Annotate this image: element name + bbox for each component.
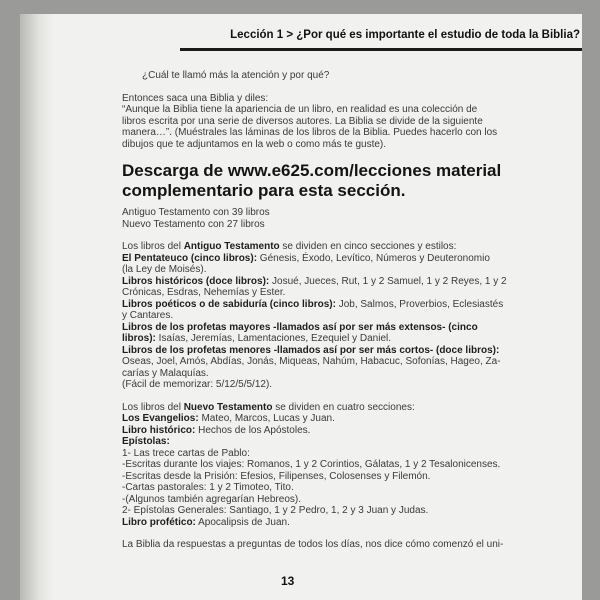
poetic-books-line [122, 299, 542, 311]
gospels-text: Mateo, Marcos, Lucas y Juan. [198, 413, 335, 424]
major-prophets-label: Libros de los profetas mayores -llamados así por ser más extensos- (cinco [122, 321, 478, 333]
new-testament-intro [122, 402, 542, 414]
page-number: 13 [281, 574, 295, 588]
historical-books-line [122, 276, 542, 288]
prophetic-book-line [122, 517, 542, 529]
nt-historical-line [122, 425, 542, 437]
intro-paragraph-line: Entonces saca una Biblia y diles: [122, 92, 269, 104]
epistles-item: -(Algunos también agregarían Hebreos). [122, 493, 301, 505]
poetic-books-line-2: y Cantares. [122, 310, 174, 321]
download-heading-line: Descarga de www.e625.com/lecciones material [122, 161, 502, 180]
page-gutter-shadow [20, 14, 54, 600]
minor-prophets-text: Oseas, Joel, Amós, Abdías, Jonás, Miqueas, Nahúm, Habacuc, Sofonías, Hageo, Za- [122, 356, 501, 367]
pentateuch-label: El Pentateuco (cinco libros): [122, 252, 258, 264]
old-testament-intro [122, 241, 542, 253]
poetic-books-label: Libros poéticos o de sabiduría (cinco libros): [122, 298, 336, 310]
new-testament-count: Nuevo Testamento con 27 libros [122, 218, 265, 230]
nt-intro-pre: Los libros del [122, 401, 184, 413]
minor-prophets-label: Libros de los profetas menores -llamados así por ser más cortos- (doce libros): [122, 344, 500, 356]
prophetic-book-text: Apocalipsis de Juan. [195, 516, 290, 528]
prophetic-book-label: Libro profético: [122, 516, 196, 528]
epistles-label: Epístolas: [122, 436, 170, 447]
nt-historical-text: Hechos de los Apóstoles. [195, 424, 311, 436]
historical-books-text: Josué, Jueces, Rut, 1 y 2 Samuel, 1 y 2 Reyes, 1 y 2 [269, 275, 507, 287]
nt-historical-label: Libro histórico: [122, 424, 196, 436]
lesson-title: Lección 1 > ¿Por qué es importante el estudio de toda la Biblia? [230, 29, 580, 41]
gospels-label: Los Evangelios: [122, 413, 199, 424]
old-testament-count: Antiguo Testamento con 39 libros [122, 207, 270, 218]
poetic-books-text: Job, Salmos, Proverbios, Eclesiastés [335, 298, 504, 310]
intro-question: ¿Cuál te llamó más la atención y por qué? [142, 70, 330, 81]
historical-books-label: Libros históricos (doce libros): [122, 275, 270, 287]
intro-paragraph-line: dibujos que te adjuntamos en la web o como más te guste). [122, 138, 387, 150]
nt-intro-post: se dividen en cuatro secciones: [272, 401, 415, 413]
lesson-header [180, 20, 582, 51]
epistles-item: 1- Las trece cartas de Pablo: [122, 447, 250, 459]
major-prophets-label-end: libros): [122, 333, 156, 344]
epistles-item: 2- Epístolas Generales: Santiago, 1 y 2 Pedro, 1, 2 y 3 Juan y Judas. [122, 505, 429, 516]
closing-line: La Biblia da respuestas a preguntas de todos los días, nos dice cómo comenzó el uni- [122, 539, 504, 550]
pentateuch-line-2: (la Ley de Moisés). [122, 264, 207, 275]
ot-intro-bold: Antiguo Testamento [183, 241, 280, 252]
download-heading [122, 161, 542, 200]
pentateuch-text: Génesis, Éxodo, Levítico, Números y Deuteronomio [257, 252, 490, 264]
epistles-item: -Escritas desde la Prisión: Efesios, Filipenses, Colosenses y Filemón. [122, 470, 431, 482]
memorize-hint: (Fácil de memorizar: 5/12/5/5/12). [122, 379, 273, 390]
intro-paragraph-line: manera…”. (Muéstrales las láminas de los libros de la Biblia. Puedes hacerlo con los [122, 127, 498, 138]
epistles-item: -Cartas pastorales: 1 y 2 Timoteo, Tito. [122, 482, 294, 493]
book-page [20, 14, 582, 600]
epistles-item: -Escritas durante los viajes: Romanos, 1 y 2 Corintios, Gálatas, 1 y 2 Tesalonicenses. [122, 459, 501, 470]
major-prophets-line [122, 333, 542, 345]
download-heading-line: complementario para esta sección. [122, 180, 406, 200]
pentateuch-line [122, 253, 542, 265]
gospels-line [122, 413, 542, 425]
ot-intro-post: se dividen en cinco secciones y estilos: [279, 241, 457, 252]
historical-books-line-2: Crónicas, Esdras, Nehemías y Ester. [122, 287, 286, 298]
minor-prophets-text-2: carías y Malaquías. [122, 367, 209, 379]
ot-intro-pre: Los libros del [122, 241, 184, 252]
intro-paragraph-line: “Aunque la Biblia tiene la apariencia de un libro, en realidad es una colección de [122, 104, 478, 115]
intro-paragraph-line: libros escrita por una serie de diversos autores. La Biblia se divide de la siguiente [122, 115, 483, 127]
major-prophets-text: Isaías, Jeremías, Lamentaciones, Ezequiel y Daniel. [155, 333, 392, 344]
page-content [122, 70, 542, 551]
nt-intro-bold: Nuevo Testamento [183, 401, 273, 413]
